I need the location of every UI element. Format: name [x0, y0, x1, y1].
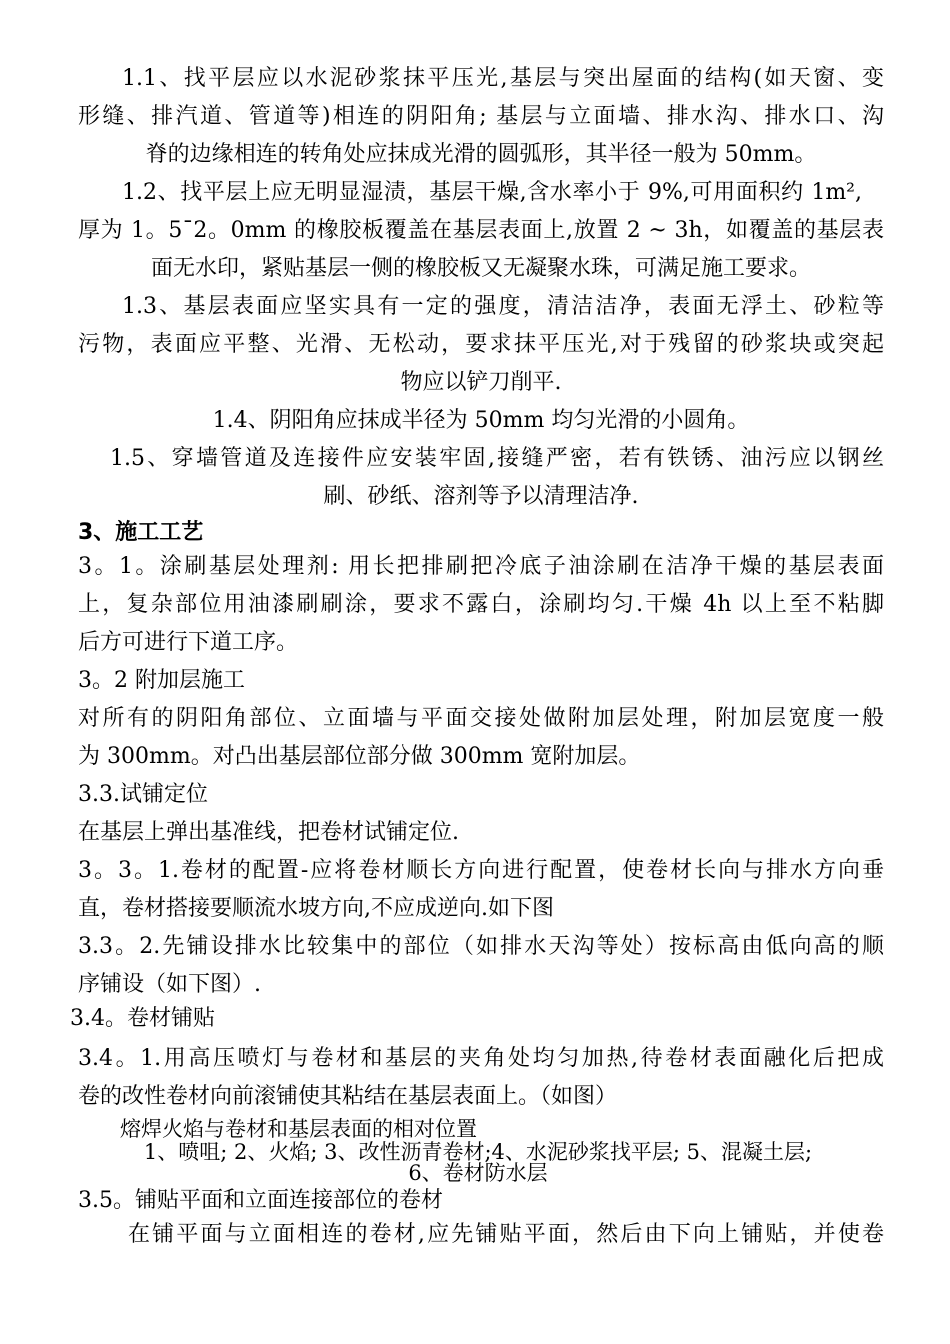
para-1-2-line-1: 1.2、找平层上应无明显湿渍，基层干燥,含水率小于 9%,可用面积约 1m²,	[122, 180, 862, 205]
figure-legend-line-2: 6、卷材防水层	[408, 1161, 548, 1185]
para-1-3-line-3: 物应以铲刀削平.	[400, 370, 562, 395]
para-1-1-line-3: 脊的边缘相连的转角处应抹成光滑的圆弧形，其半径一般为 50mm。	[145, 142, 817, 167]
para-1-2-line-2: 厚为 1。5¯2。0mm 的橡胶板覆盖在基层表面上,放置 2 ~ 3h，如覆盖的基层表	[78, 218, 884, 243]
figure-legend-line-1: 1、喷咀; 2、火焰; 3、改性沥青卷材;4、水泥砂浆找平层; 5、混凝土层;	[143, 1140, 813, 1164]
subsection-3-2-title: 3。2 附加层施工	[78, 668, 245, 693]
para-1-4: 1.4、阴阳角应抹成半径为 50mm 均匀光滑的小圆角。	[212, 408, 750, 433]
para-1-5-line-2: 刷、砂纸、溶剂等予以清理洁净.	[323, 484, 639, 509]
section-3-heading: 3、施工工艺	[78, 520, 204, 545]
para-3-3-2-line-2: 序铺设（如下图）.	[78, 972, 261, 997]
para-3-3-1-line-1: 3。3。1.卷材的配置-应将卷材顺长方向进行配置，使卷材长向与排水方向垂	[78, 858, 884, 883]
para-1-1-line-1: 1.1、找平层应以水泥砂浆抹平压光,基层与突出屋面的结构(如天窗、变	[122, 66, 884, 91]
para-3-3: 在基层上弹出基准线，把卷材试铺定位.	[78, 820, 459, 845]
para-3-1-line-3: 后方可进行下道工序。	[78, 630, 299, 655]
para-1-3-line-2: 污物，表面应平整、光滑、无松动，要求抹平压光,对于残留的砂浆块或突起	[78, 332, 884, 357]
subsection-3-3-title: 3.3.试铺定位	[78, 782, 208, 807]
para-3-3-2-line-1: 3.3。2.先铺设排水比较集中的部位（如排水天沟等处）按标高由低向高的顺	[78, 934, 884, 959]
para-3-2-line-2: 为 300mm。对凸出基层部位部分做 300mm 宽附加层。	[78, 744, 641, 769]
para-3-1-line-2: 上，复杂部位用油漆刷刷涂，要求不露白，涂刷均匀.干燥 4h 以上至不粘脚	[78, 592, 884, 617]
para-1-3-line-1: 1.3、基层表面应坚实具有一定的强度，清洁洁净，表面无浮土、砂粒等	[122, 294, 884, 319]
para-3-3-1-line-2: 直，卷材搭接要顺流水坡方向,不应成逆向.如下图	[78, 896, 554, 921]
para-1-1-line-2: 形缝、排汽道、管道等)相连的阴阳角; 基层与立面墙、排水沟、排水口、沟	[78, 104, 884, 129]
para-3-1-line-1: 3。1。涂刷基层处理剂: 用长把排刷把冷底子油涂刷在洁净干燥的基层表面	[78, 554, 884, 579]
figure-caption: 熔焊火焰与卷材和基层表面的相对位置	[120, 1117, 477, 1141]
para-1-2-line-3: 面无水印，紧贴基层一侧的橡胶板又无凝聚水珠，可满足施工要求。	[150, 256, 811, 281]
para-3-4-1-line-2: 卷的改性卷材向前滚铺使其粘结在基层表面上。（如图）	[78, 1084, 618, 1109]
para-3-5-line-1: 在铺平面与立面相连的卷材,应先铺贴平面，然后由下向上铺贴，并使卷	[128, 1222, 884, 1247]
subsection-3-4-title: 3.4。卷材铺贴	[70, 1006, 215, 1031]
subsection-3-5-title: 3.5。铺贴平面和立面连接部位的卷材	[78, 1188, 443, 1213]
para-1-5-line-1: 1.5、穿墙管道及连接件应安装牢固,接缝严密，若有铁锈、油污应以钢丝	[110, 446, 884, 471]
para-3-2-line-1: 对所有的阴阳角部位、立面墙与平面交接处做附加层处理，附加层宽度一般	[78, 706, 884, 731]
para-3-4-1-line-1: 3.4。1.用高压喷灯与卷材和基层的夹角处均匀加热,待卷材表面融化后把成	[78, 1046, 884, 1071]
